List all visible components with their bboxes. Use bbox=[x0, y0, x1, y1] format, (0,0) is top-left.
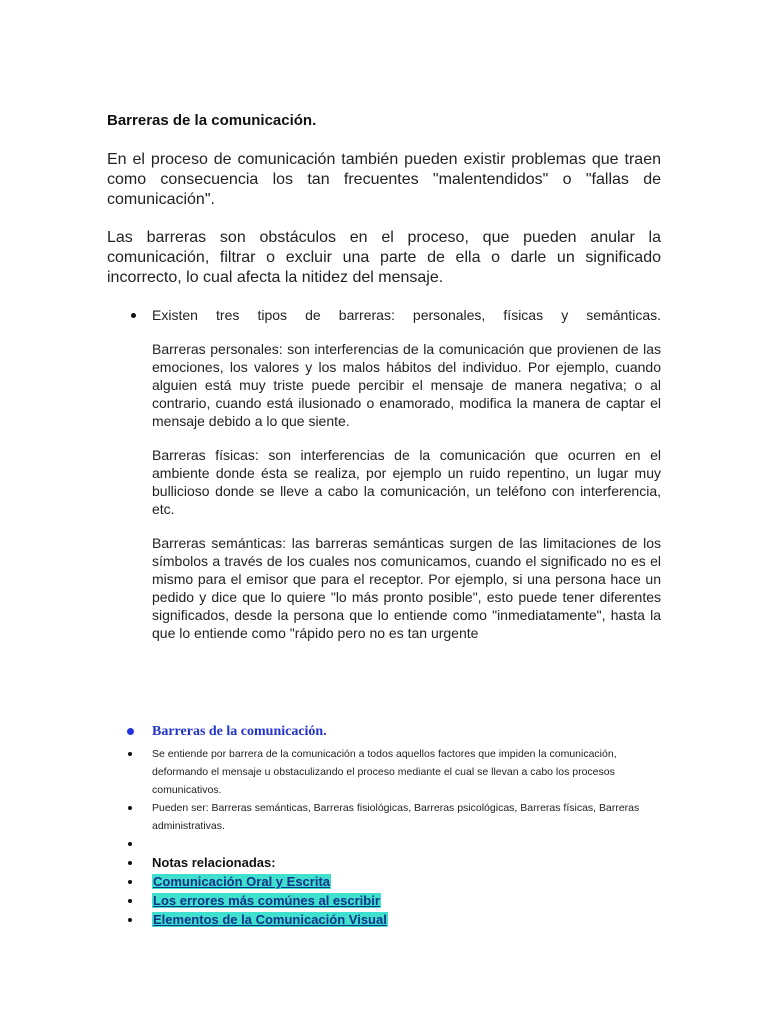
barrier-definition-text: Se entiende por barrera de la comunicación a todos aquellos factores que impiden la comunicación, deformando el mensaje u obstaculizando el proceso mediante el cual se llevan a cabo los procesos comunicativos. bbox=[152, 748, 617, 796]
link-elementos-comunicacion-visual[interactable]: Elementos de la Comunicación Visual bbox=[153, 912, 387, 927]
barrier-kinds-text: Pueden ser: Barreras semánticas, Barreras fisiológicas, Barreras psicológicas, Barreras físicas, Barreras administrativas. bbox=[152, 802, 640, 832]
bullet-icon bbox=[128, 861, 132, 865]
personal-barriers-text: Barreras personales: son interferencias de la comunicación que provienen de las emociones, los valores y los malos hábitos del individuo. Por ejemplo, cuando alguien está muy triste puede percibir el mensaje de manera negativa; o al contrario, cuando está ilusionado o enamorado, modifica la manera de captar el mensaje debido a lo que siente. bbox=[152, 341, 661, 429]
bullet-icon bbox=[128, 899, 132, 903]
list-item bbox=[128, 872, 668, 891]
document-title: Barreras de la comunicación. bbox=[107, 112, 317, 129]
barrier-types-lead: Existen tres tipos de barreras: personales, físicas y semánticas. bbox=[152, 307, 661, 323]
bullet-icon bbox=[128, 880, 132, 884]
semantic-barriers-text: Barreras semánticas: las barreras semánticas surgen de las limitaciones de los símbolos a través de los cuales nos comunicamos, cuando el significado no es el mismo para el emisor que para el receptor. Por ejemplo, si una persona hace un pedido y dice que lo quiere "lo más pronto posible", esto puede tener diferentes significados, desde la persona que lo entiende como "inmediatamente", hasta la que lo entiende como "rápido pero no es tan urgente bbox=[152, 535, 661, 641]
related-notes-list bbox=[128, 722, 668, 929]
list-item bbox=[128, 745, 668, 799]
bullet-icon bbox=[128, 918, 132, 922]
bullet-icon bbox=[128, 752, 132, 756]
link-comunicacion-oral-escrita[interactable]: Comunicación Oral y Escrita bbox=[153, 874, 331, 889]
link-errores-al-escribir[interactable]: Los errores más comúnes al escribir bbox=[153, 893, 380, 908]
list-item bbox=[128, 910, 668, 929]
list-item bbox=[107, 306, 661, 642]
list-item bbox=[128, 891, 668, 910]
list-item bbox=[128, 722, 668, 742]
physical-barriers-text: Barreras físicas: son interferencias de la comunicación que ocurren en el ambiente donde ésta se realiza, por ejemplo un ruido repentino, un lugar muy bullicioso donde se lleve a cabo la comunicación, un teléfono con interferencia, etc. bbox=[152, 447, 661, 517]
bullet-icon bbox=[127, 728, 134, 735]
barrier-types-list bbox=[107, 306, 661, 642]
section-heading: Barreras de la comunicación. bbox=[152, 724, 327, 739]
bullet-icon bbox=[131, 313, 136, 318]
intro-paragraph: En el proceso de comunicación también pueden existir problemas que traen como consecuencia los tan frecuentes "malentendidos" o "fallas de comunicación". bbox=[107, 151, 661, 208]
bullet-icon bbox=[128, 806, 132, 810]
bullet-icon bbox=[128, 842, 132, 846]
list-item bbox=[128, 853, 668, 872]
definition-paragraph: Las barreras son obstáculos en el proceso, que pueden anular la comunicación, filtrar o excluir una parte de ella o darle un significado incorrecto, lo cual afecta la nitidez del mensaje. bbox=[107, 229, 661, 286]
related-notes-label: Notas relacionadas: bbox=[152, 855, 276, 870]
list-item bbox=[128, 835, 668, 853]
list-item bbox=[128, 799, 668, 835]
